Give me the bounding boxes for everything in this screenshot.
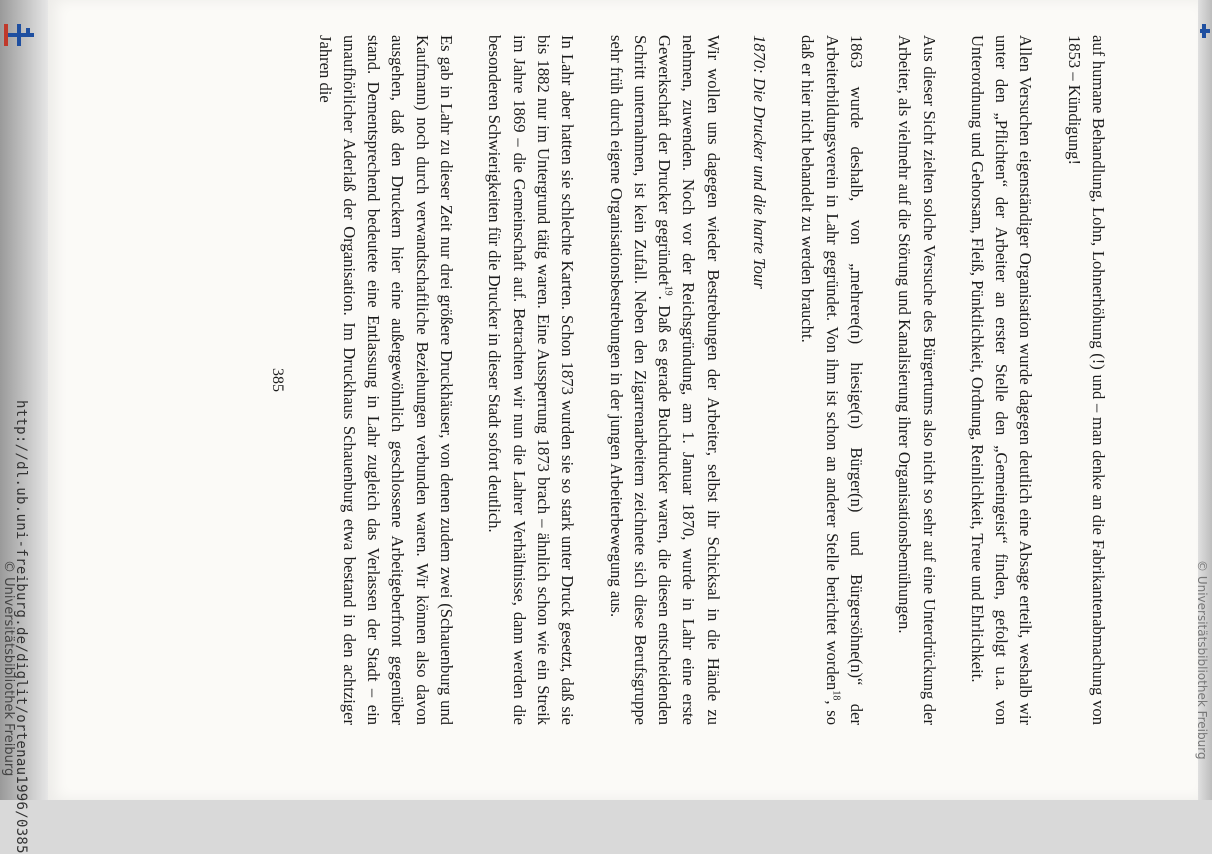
page-number: 385 [269, 368, 287, 392]
page-text-block [110, 35, 1110, 725]
paragraph-5-text: Wir wollen uns dagegen wieder Bestrebungen der Arbeiter, selbst ihr Schicksal in die Hände zu nehmen, zuwenden. Noch vor der Reichsgründung, am 1. Januar 1870, wurde in Lahr eine erste Gewerkschaft der Drucker gegründet [655, 35, 723, 725]
paragraph-4 [795, 35, 868, 725]
paragraph-7: Es gab in Lahr zu dieser Zeit nur drei größere Druckhäuser, von denen zudem zwei (Schauenburg und Kaufmann) noch durch verwandtschaftliche Beziehungen verbunden waren. Wir können also davon ausgehen, daß den Druckern hier eine außergewöhnlich geschlossene Arbeitgeberfront gegenüber stand. Dementsprechend bedeutete eine Entlassung in Lahr zugleich das Verlassen der Stadt – ein unaufhörlicher Aderlaß der Organisation. Im Druckhaus Schauenburg etwa bestand in den achtziger Jahren die [315, 35, 457, 725]
paragraph-5-tail: . Daß es gerade Buchdrucker waren, die diesen entscheidenden Schritt unternahmen, ist kein Zufall. Neben den Zigarrenarbeitern zeichnete sich diese Berufsgruppe sehr früh durch eigene Organisationsbestrebungen in der jungen Arbeiterbewegung aus. [606, 35, 675, 725]
paragraph-5 [603, 35, 724, 725]
paragraph-3: Aus dieser Sicht zielten solche Versuche des Bürgertums also nicht so sehr auf eine Unterdrückung der Arbeiter, als vielmehr auf die Störung und Kanalisierung ihrer Organisationsbemühungen. [895, 35, 939, 725]
section-heading: 1870: Die Drucker und die harte Tour [750, 35, 770, 289]
paragraph-6: In Lahr aber hatten sie schlechte Karten. Schon 1873 wurden sie so stark unter Druck gesetzt, daß sie bis 1882 nur im Untergrund tätig waren. Eine Aussperrung 1873 brach – ähnlich schon wie ein Streik im Jahre 1869 – die Gemeinschaft auf. Betrachten wir nun die Lahrer Verhältnisse, dann werden die besonderen Schwierigkeiten für die Drucker in dieser Stadt sofort deutlich. [485, 35, 578, 725]
paragraph-1: auf humane Behandlung, Lohn, Lohnerhöhung (!) und – man denke an die Fabrikantenabmachung von 1853 – Kündigung! [1064, 35, 1108, 725]
paragraph-2: Allen Versuchen eigenständiger Organisation wurde dagegen deutlich eine Absage erteilt, weshalb wir unter den „Pflichten“ der Arbeiter an erster Stelle den „Gemeingeist“ finden, gefolgt u.a. von Unterordnung und Gehorsam, Fleiß, Pünktlichkeit, Ordnung, Reinlichkeit, Treue und Ehrlichkeit. [967, 35, 1036, 725]
footnote-ref-19: 19 [662, 285, 674, 296]
right-bleed [1195, 560, 1211, 800]
scan-color-marker-right-icon [1200, 24, 1210, 38]
paragraph-4-text: 1863 wurde deshalb, von „mehrere(n) hiesige(n) Bürger(n) und Bürgersöhne(n)“ der Arbeiterbildungsverein in Lahr gegründet. Von ihm ist schon an anderer Stelle berichtet worden [822, 35, 866, 725]
bleed-text: © Universitätsbibliothek Freiburg [1195, 560, 1209, 760]
paragraph-4-tail: , so daß er hier nicht behandelt zu werden braucht. [798, 35, 842, 725]
copyright-notice: © Universitätsbibliothek Freiburg [1, 560, 16, 777]
scan-color-marker-icon [4, 24, 34, 46]
source-url[interactable]: http://dl.ub.uni-freiburg.de/diglit/ortenau1996/0385 [13, 400, 29, 854]
footnote-ref-18: 18 [830, 690, 842, 701]
